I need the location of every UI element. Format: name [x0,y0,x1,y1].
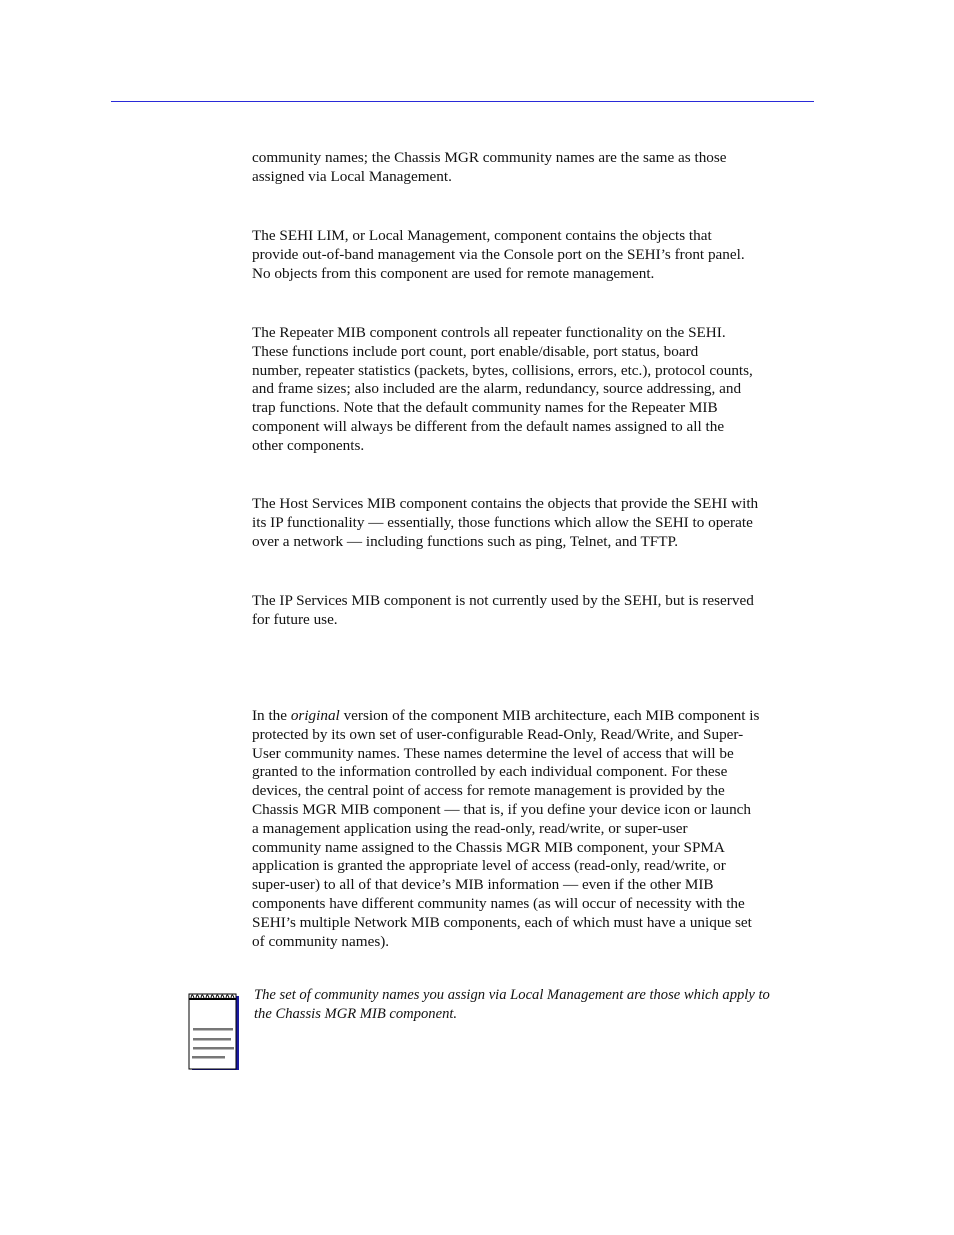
text-line: No objects from this component are used for remote management. [252,264,655,282]
paragraph-host-services [252,495,822,551]
text-line: These functions include port count, port enable/disable, port status, board [252,342,699,360]
text-line: components have different community names (as will occur of necessity with the [252,894,745,912]
paragraph-community-names [252,149,822,187]
text-line: application is granted the appropriate level of access (read-only, read/write, or [252,857,726,875]
paragraph-repeater-mib [252,324,822,456]
paragraph-architecture [252,707,822,951]
text-line: over a network — including functions such as ping, Telnet, and TFTP. [252,532,679,550]
text-line: The Host Services MIB component contains the objects that provide the SEHI with [252,495,759,512]
text-line: The Repeater MIB component controls all repeater functionality on the SEHI. [252,324,726,341]
text-line: other components. [252,436,365,454]
text-line: super-user) to all of that device’s MIB information — even if the other MIB [252,876,714,894]
text-line: for future use. [252,610,338,628]
text-line: community name assigned to the Chassis MGR MIB component, your SPMA [252,838,725,856]
paragraph-ip-services [252,592,822,630]
text-line: provide out-of-band management via the Console port on the SEHI’s front panel. [252,245,745,263]
text-line: User community names. These names determine the level of access that will be [252,744,734,762]
text-line: protected by its own set of user-configurable Read-Only, Read/Write, and Super- [252,725,744,743]
text-line: a management application using the read-only, read/write, or super-user [252,819,688,837]
notepad-icon [188,990,240,1072]
text-line: community names; the Chassis MGR community names are the same as those [252,149,727,166]
text-line: devices, the central point of access for remote management is provided by the [252,782,725,800]
text-line: SEHI’s multiple Network MIB components, each of which must have a unique set [252,913,752,931]
note-text [254,986,824,1024]
emphasis-text: original [290,707,340,724]
text-line: its IP functionality — essentially, those functions which allow the SEHI to operate [252,513,753,531]
text-line [252,707,822,726]
text-line: trap functions. Note that the default community names for the Repeater MIB [252,399,718,417]
text-line: and frame sizes; also included are the alarm, redundancy, source addressing, and [252,380,742,398]
text-line: number, repeater statistics (packets, bytes, collisions, errors, etc.), protocol counts, [252,361,753,379]
text-line: granted to the information controlled by each individual component. For these [252,763,728,781]
text-line: The set of community names you assign via Local Management are those which apply to [254,987,770,1003]
paragraph-sehi-lim [252,227,822,283]
text-line: of community names). [252,932,390,950]
text-line: assigned via Local Management. [252,167,452,185]
text-line: component will always be different from the default names assigned to all the [252,417,725,435]
text-span: In the [252,707,291,724]
text-line: The IP Services MIB component is not currently used by the SEHI, but is reserved [252,592,754,609]
text-span: version of the component MIB architecture, each MIB component is [339,707,760,724]
text-line: the Chassis MGR MIB component. [254,1005,458,1022]
header-rule [111,101,814,102]
text-line: Chassis MGR MIB component — that is, if you define your device icon or launch [252,800,751,818]
text-line: The SEHI LIM, or Local Management, component contains the objects that [252,227,712,244]
